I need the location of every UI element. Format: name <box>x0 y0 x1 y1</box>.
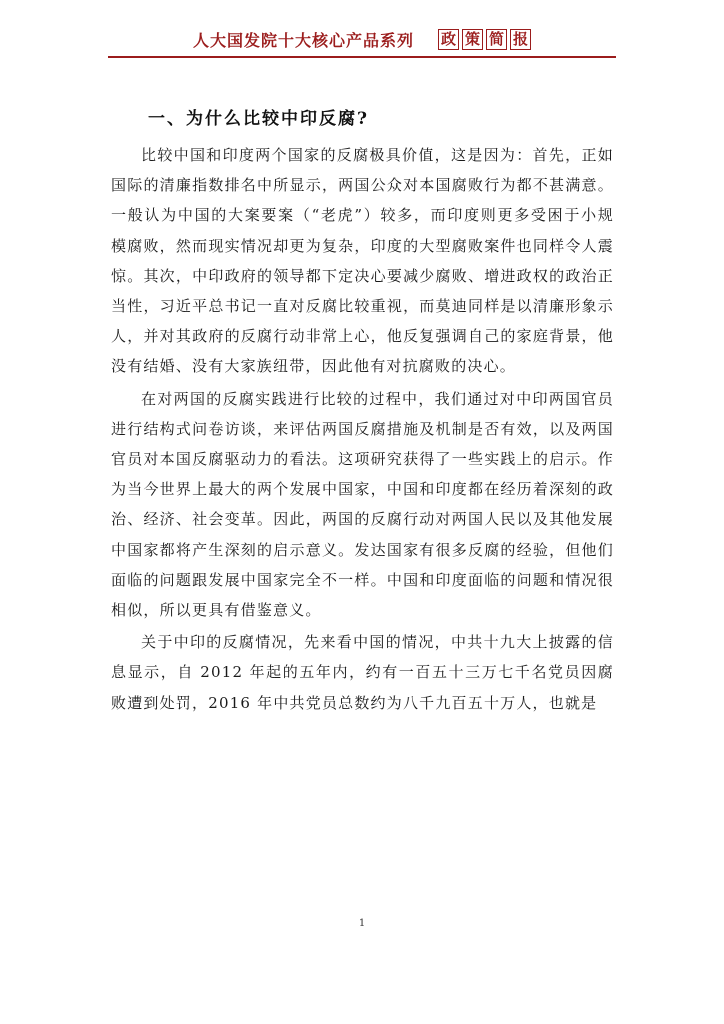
policy-brief-logo <box>435 29 531 50</box>
series-title: 人大国发院十大核心产品系列 <box>192 31 414 50</box>
paragraph: 在对两国的反腐实践进行比较的过程中，我们通过对中印两国官员进行结构式问卷访谈，来评估两国反腐措施及机制是否有效，以及两国官员对本国反腐驱动力的看法。这项研究获得了一些实践上的启示。作为当今世界上最大的两个发展中国家，中国和印度都在经历着深刻的政治、经济、社会变革。因此，两国的反腐行动对两国人民以及其他发展中国家都将产生深刻的启示意义。发达国家有很多反腐的经验，但他们面临的问题跟发展中国家完全不一样。中国和印度面临的问题和情况很相似，所以更具有借鉴意义。 <box>111 389 614 620</box>
brand-char: 策 <box>462 29 483 50</box>
brand-char: 报 <box>510 29 531 50</box>
paragraph: 比较中国和印度两个国家的反腐极具价值，这是因为：首先，正如国际的清廉指数排名中所显示，两国公众对本国腐败行为都不甚满意。一般认为中国的大案要案（“老虎”）较多，而印度则更多受困于小规模腐败，然而现实情况却更为复杂，印度的大型腐败案件也同样令人震惊。其次，中印政府的领导都下定决心要减少腐败、增进政权的政治正当性，习近平总书记一直对反腐比较重视，而莫迪同样是以清廉形象示人，并对其政府的反腐行动非常上心，他反复强调自己的家庭背景，他没有结婚、没有大家族纽带，因此他有对抗腐败的决心。 <box>111 146 614 376</box>
page-number: 1 <box>358 918 366 929</box>
header-divider <box>108 56 616 58</box>
page-header <box>0 28 724 51</box>
brand-char: 简 <box>486 29 507 50</box>
paragraph: 关于中印的反腐情况，先来看中国的情况，中共十九大上披露的信息显示，自 2012 年起的五年内，约有一百五十三万七千名党员因腐败遭到处罚，2016 年中共党员总数约为八千九百五十万人，也就是 <box>111 633 614 712</box>
brand-char: 政 <box>438 29 459 50</box>
section-heading: 一、为什么比较中印反腐? <box>148 109 369 129</box>
body-text <box>111 140 614 720</box>
